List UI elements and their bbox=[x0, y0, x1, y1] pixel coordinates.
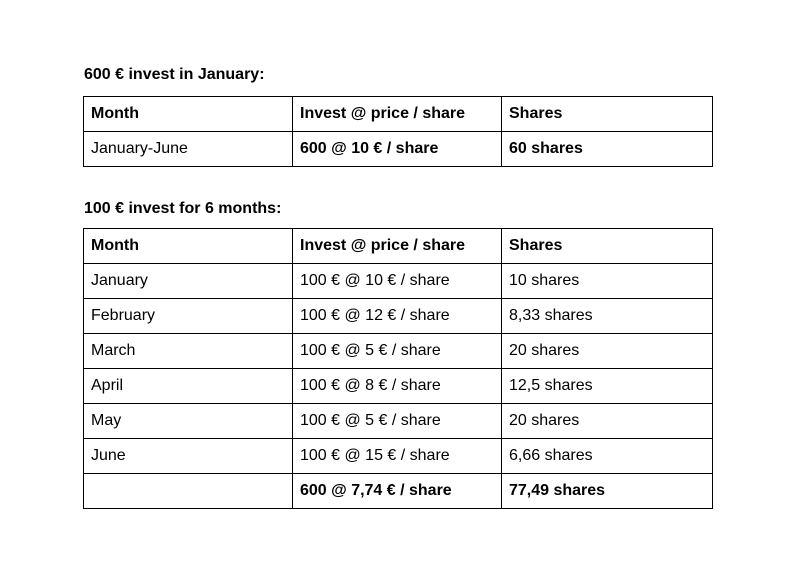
table-row bbox=[84, 369, 713, 404]
shares-cell: 10 shares bbox=[502, 264, 713, 299]
total-shares-cell: 77,49 shares bbox=[502, 474, 713, 509]
total-row bbox=[84, 474, 713, 509]
invest-cell: 100 € @ 5 € / share bbox=[293, 404, 502, 439]
table-row bbox=[84, 264, 713, 299]
month-cell: May bbox=[84, 404, 293, 439]
shares-column-header: Shares bbox=[502, 229, 713, 264]
shares-column-header: Shares bbox=[502, 97, 713, 132]
monthly-invest-table bbox=[83, 228, 713, 509]
shares-cell: 20 shares bbox=[502, 404, 713, 439]
invest-cell: 600 @ 10 € / share bbox=[293, 132, 502, 167]
lump-sum-table bbox=[83, 96, 713, 167]
shares-cell: 20 shares bbox=[502, 334, 713, 369]
table-row bbox=[84, 334, 713, 369]
table-header-row bbox=[84, 97, 713, 132]
invest-cell: 100 € @ 10 € / share bbox=[293, 264, 502, 299]
table-row bbox=[84, 439, 713, 474]
shares-cell: 8,33 shares bbox=[502, 299, 713, 334]
table-row bbox=[84, 404, 713, 439]
month-cell: February bbox=[84, 299, 293, 334]
total-invest-cell: 600 @ 7,74 € / share bbox=[293, 474, 502, 509]
table-row bbox=[84, 299, 713, 334]
table-header-row bbox=[84, 229, 713, 264]
monthly-invest-heading: 100 € invest for 6 months: bbox=[84, 200, 282, 217]
month-cell: June bbox=[84, 439, 293, 474]
invest-cell: 100 € @ 15 € / share bbox=[293, 439, 502, 474]
invest-column-header: Invest @ price / share bbox=[293, 229, 502, 264]
month-cell: January-June bbox=[84, 132, 293, 167]
total-month-cell bbox=[84, 474, 293, 509]
month-column-header: Month bbox=[84, 229, 293, 264]
shares-cell: 6,66 shares bbox=[502, 439, 713, 474]
shares-cell: 60 shares bbox=[502, 132, 713, 167]
month-column-header: Month bbox=[84, 97, 293, 132]
invest-cell: 100 € @ 5 € / share bbox=[293, 334, 502, 369]
invest-column-header: Invest @ price / share bbox=[293, 97, 502, 132]
month-cell: April bbox=[84, 369, 293, 404]
table-row bbox=[84, 132, 713, 167]
lump-sum-heading: 600 € invest in January: bbox=[84, 66, 265, 83]
month-cell: January bbox=[84, 264, 293, 299]
shares-cell: 12,5 shares bbox=[502, 369, 713, 404]
month-cell: March bbox=[84, 334, 293, 369]
invest-cell: 100 € @ 8 € / share bbox=[293, 369, 502, 404]
invest-cell: 100 € @ 12 € / share bbox=[293, 299, 502, 334]
